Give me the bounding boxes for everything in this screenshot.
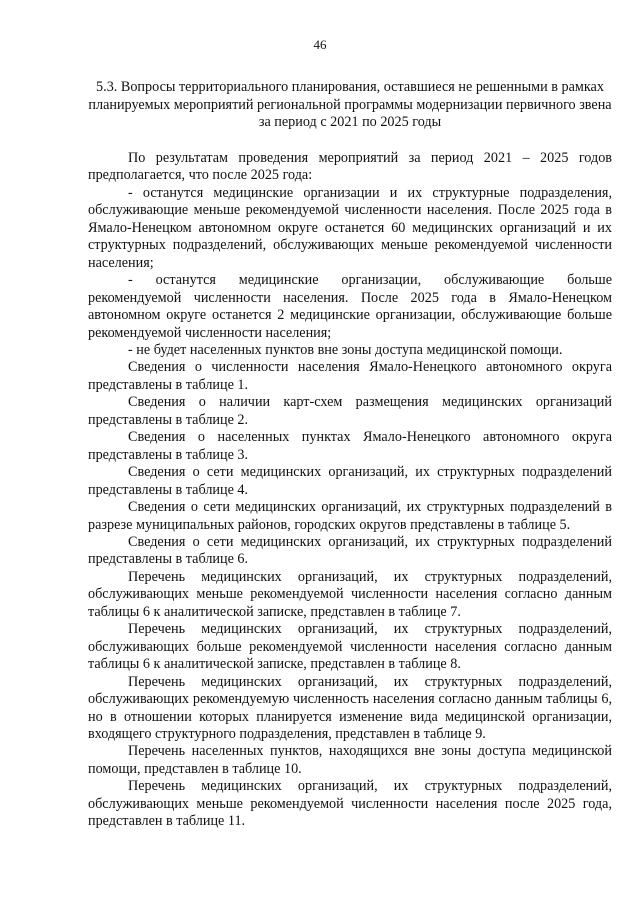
paragraph-table-9: Перечень медицинских организаций, их структурных подразделений, обслуживающих рекомендуемую численность населения согласно данным таблицы 6, но в отношении которых планируется изменение вида медицинской организации, входящего структурного подразделения, представлен в таблице 9. bbox=[88, 673, 612, 742]
paragraph-intro: По результатам проведения мероприятий за период 2021 – 2025 годов предполагается, что после 2025 года: bbox=[88, 150, 612, 184]
paragraph-table-10: Перечень населенных пунктов, находящихся вне зоны доступа медицинской помощи, представлен в таблице 10. bbox=[88, 743, 612, 777]
section-heading: 5.3. Вопросы территориального планирования, оставшиеся не решенными в рамках планируемых мероприятий региональной программы модернизации первичного звена за период с 2021 по 2025 годы bbox=[88, 79, 612, 131]
document-body bbox=[88, 150, 612, 831]
paragraph-table-11: Перечень медицинских организаций, их структурных подразделений, обслуживающих меньше рекомендуемой численности населения после 2025 года, представлен в таблице 11. bbox=[88, 778, 612, 830]
paragraph-table-5: Сведения о сети медицинских организаций, их структурных подразделений в разрезе муниципальных районов, городских округов представлены в таблице 5. bbox=[88, 499, 612, 533]
paragraph-table-7: Перечень медицинских организаций, их структурных подразделений, обслуживающих меньше рекомендуемой численности населения согласно данным таблицы 6 к аналитической записке, представлен в таблице 7. bbox=[88, 568, 612, 620]
paragraph-bullet-3: - не будет населенных пунктов вне зоны доступа медицинской помощи. bbox=[128, 341, 563, 358]
paragraph-table-6: Сведения о сети медицинских организаций, их структурных подразделений представлены в таблице 6. bbox=[88, 533, 612, 568]
paragraph-table-4: Сведения о сети медицинских организаций, их структурных подразделений представлены в таблице 4. bbox=[88, 464, 612, 498]
paragraph-bullet-1: - останутся медицинские организации и их структурные подразделения, обслуживающие меньше рекомендуемой численности населения. После 2025 года в Ямало-Ненецком автономном округе останется 60 медицинских организаций и их структурных подразделений, обслуживающих меньше рекомендуемой численности населения; bbox=[88, 184, 612, 271]
paragraph-table-1: Сведения о численности населения Ямало-Ненецкого автономного округа представлены в таблице 1. bbox=[88, 359, 612, 393]
paragraph-table-2: Сведения о наличии карт-схем размещения медицинских организаций представлены в таблице 2. bbox=[88, 394, 612, 428]
paragraph-table-8: Перечень медицинских организаций, их структурных подразделений, обслуживающих больше рекомендуемой численности населения согласно данным таблицы 6 к аналитической записке, представлен в таблице 8. bbox=[88, 621, 612, 673]
paragraph-table-3: Сведения о населенных пунктах Ямало-Ненецкого автономного округа представлены в таблице 3. bbox=[88, 429, 612, 463]
paragraph-bullet-2: - останутся медицинские организации, обслуживающие больше рекомендуемой численности населения. После 2025 года в Ямало-Ненецком автономном округе останется 2 медицинские организации, обслуживающие больше рекомендуемой численности населения; bbox=[88, 272, 612, 341]
page-number: 46 bbox=[313, 37, 327, 52]
